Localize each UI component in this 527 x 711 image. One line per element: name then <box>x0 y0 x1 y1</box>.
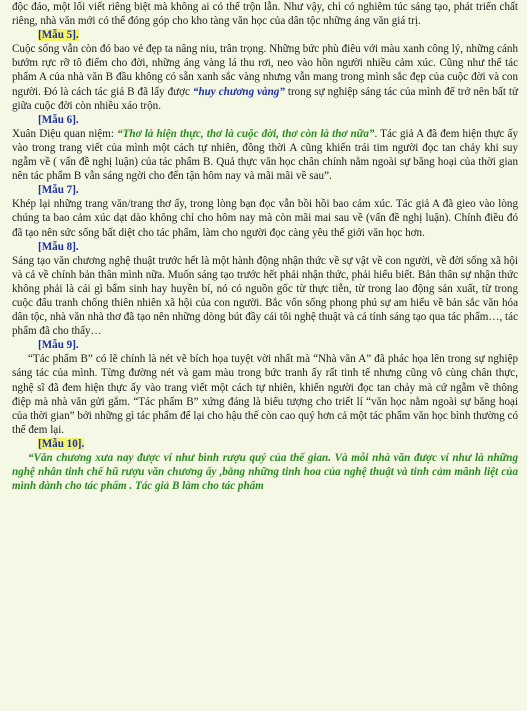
sample-6-text-b: . Tác giả A đã đem hiện thực ấy vào trong trang viết của mình một cách tự nhiên, đồng thời A cũng khiến trái tim người đọc tan chảy khi suy ngẫm về ( vấn đề nghị luận) của tác phẩm B. Quả thực văn học chân chính nằm ngoài sự băng hoại của thời gian nên tác phẩm B vẫn sáng ngời cho đến tận hôm nay và mãi mãi về sau”. <box>12 127 518 183</box>
sample-6-paragraph <box>12 127 518 183</box>
sample-8-heading <box>12 240 518 254</box>
sample-5-heading <box>12 28 518 42</box>
sample-7-heading <box>12 183 518 197</box>
sample-8-paragraph: Sáng tạo văn chương nghệ thuật trước hết là một hành động nhận thức về sự vật về con người, về đời sống xã hội và cả về chính bản thân mình nữa. Muốn sáng tạo trước hết phải nhận thức, phải hiểu biết. Bản thân sự nhận thức không phải là cái gì bẩm sinh hay huyền bí, nó có nguồn gốc từ thực tiễn, từ trong lao động sản xuất, từ trong cuộc đấu tranh chống thiên nhiên xã hội của con người. Bắc vốn sống phong phú sự am hiểu về bản sắc văn hóa dân tộc, nhà văn nhà thơ đã tạo nên những dòng bút đầy cái tôi nghệ thuật và cá tính sáng tạo qua tác phẩm…, tác phẩm đã cho thấy… <box>12 254 518 338</box>
sample-9-heading <box>12 338 518 352</box>
sample-5-quote: “huy chương vàng” <box>192 85 285 98</box>
sample-5-text-b: trong sự nghiệp sáng tác của mình để trở nên bất tử giữa cuộc đời còn nhiều xáo trộn. <box>12 85 518 112</box>
sample-5-text-a: Cuộc sống vẫn còn đó bao vẻ đẹp ta nâng niu, trân trọng. Những bức phù điêu với màu xanh công lý, những cánh bướm rực rỡ tô điểm cho đời, những áng vàng lá thu rơi, neo vào hồn người nhiều cảm xúc. Cũng như thế tác phẩm A của nhà văn B đầu không có sẵn xanh sắc vàng nhưng vẫn mang trong mình sắc đẹp của cuộc đời và con người. Đó là cách tác giả B đã lấy được <box>12 43 518 98</box>
sample-6-text-a: Xuân Diệu quan niệm: <box>12 127 118 140</box>
sample-7-paragraph: Khép lại những trang văn/trang thơ ấy, trong lòng bạn đọc vẫn bồi hồi bao cảm xúc. Tác giả A đã gieo vào lòng chúng ta bao cảm xúc dạt dào không chỉ cho hôm nay mà còn mãi mai sau về (vấn đề nghị luận). Chính điều đó đã tạo nên sức sống bất diệt cho tác phẩm, làm cho người đọc càng yêu thế giới văn học hơn. <box>12 198 518 239</box>
sample-6-heading <box>12 113 518 127</box>
sample-5-label: [Mẫu 5]. <box>38 29 79 42</box>
paragraph-4-tail: độc đáo, một lối viết riêng biệt mà không ai có thể trộn lẫn. Như vậy, chỉ có nghiêm túc sáng tạo, phát triển chất riêng, nhà văn mới có thể đóng góp cho kho tàng văn học của dân tộc những áng văn giá trị. <box>12 1 518 28</box>
sample-5-paragraph <box>12 42 518 112</box>
sample-7-label: [Mẫu 7]. <box>38 184 79 197</box>
sample-8-label: [Mẫu 8]. <box>38 240 79 253</box>
sample-10-label: [Mẫu 10]. <box>38 437 85 450</box>
sample-10-heading <box>12 437 518 451</box>
sample-10-paragraph: “Văn chương xưa nay được ví như bình rượu quý của thế gian. Và mỗi nhà văn được ví như là những nghệ nhân tinh chế hũ rượu văn chương ấy ,bằng những tinh hoa của nghệ thuật và tinh cảm mãnh liệt của mình dành cho tác phẩm . Tác giả B làm cho tác phẩm <box>12 452 518 493</box>
sample-6-quote: “Thơ là hiện thực, thơ là cuộc đời, thơ còn là thơ nữa” <box>117 127 375 140</box>
sample-6-label: [Mẫu 6]. <box>38 113 79 126</box>
sample-9-paragraph: “Tác phẩm B” có lẽ chính là nét vẽ bích họa tuyệt vời nhất mà “Nhà văn A” đã phác họa lên trong sự nghiệp sáng tác của mình. Từng đường nét và gam màu trong bức tranh ấy rất tinh tế nhưng cũng vô cùng chân thực, nghệ sĩ đã đem hiện thực ấy vào trang viết một cách tự nhiên, khiến người đọc tan chảy mà cứ ngẫm về thông điệp mà nhà văn gửi gắm. “Tác phẩm B” xứng đáng là biểu tượng cho triết lí “văn học nằm ngoài sự băng hoại của thời gian” bởi những gì tác phẩm để lại cho hậu thế còn cao quý hơn cả một tác phẩm văn học bình thường có thể đem lại. <box>12 353 518 436</box>
sample-9-label: [Mẫu 9]. <box>38 339 79 352</box>
